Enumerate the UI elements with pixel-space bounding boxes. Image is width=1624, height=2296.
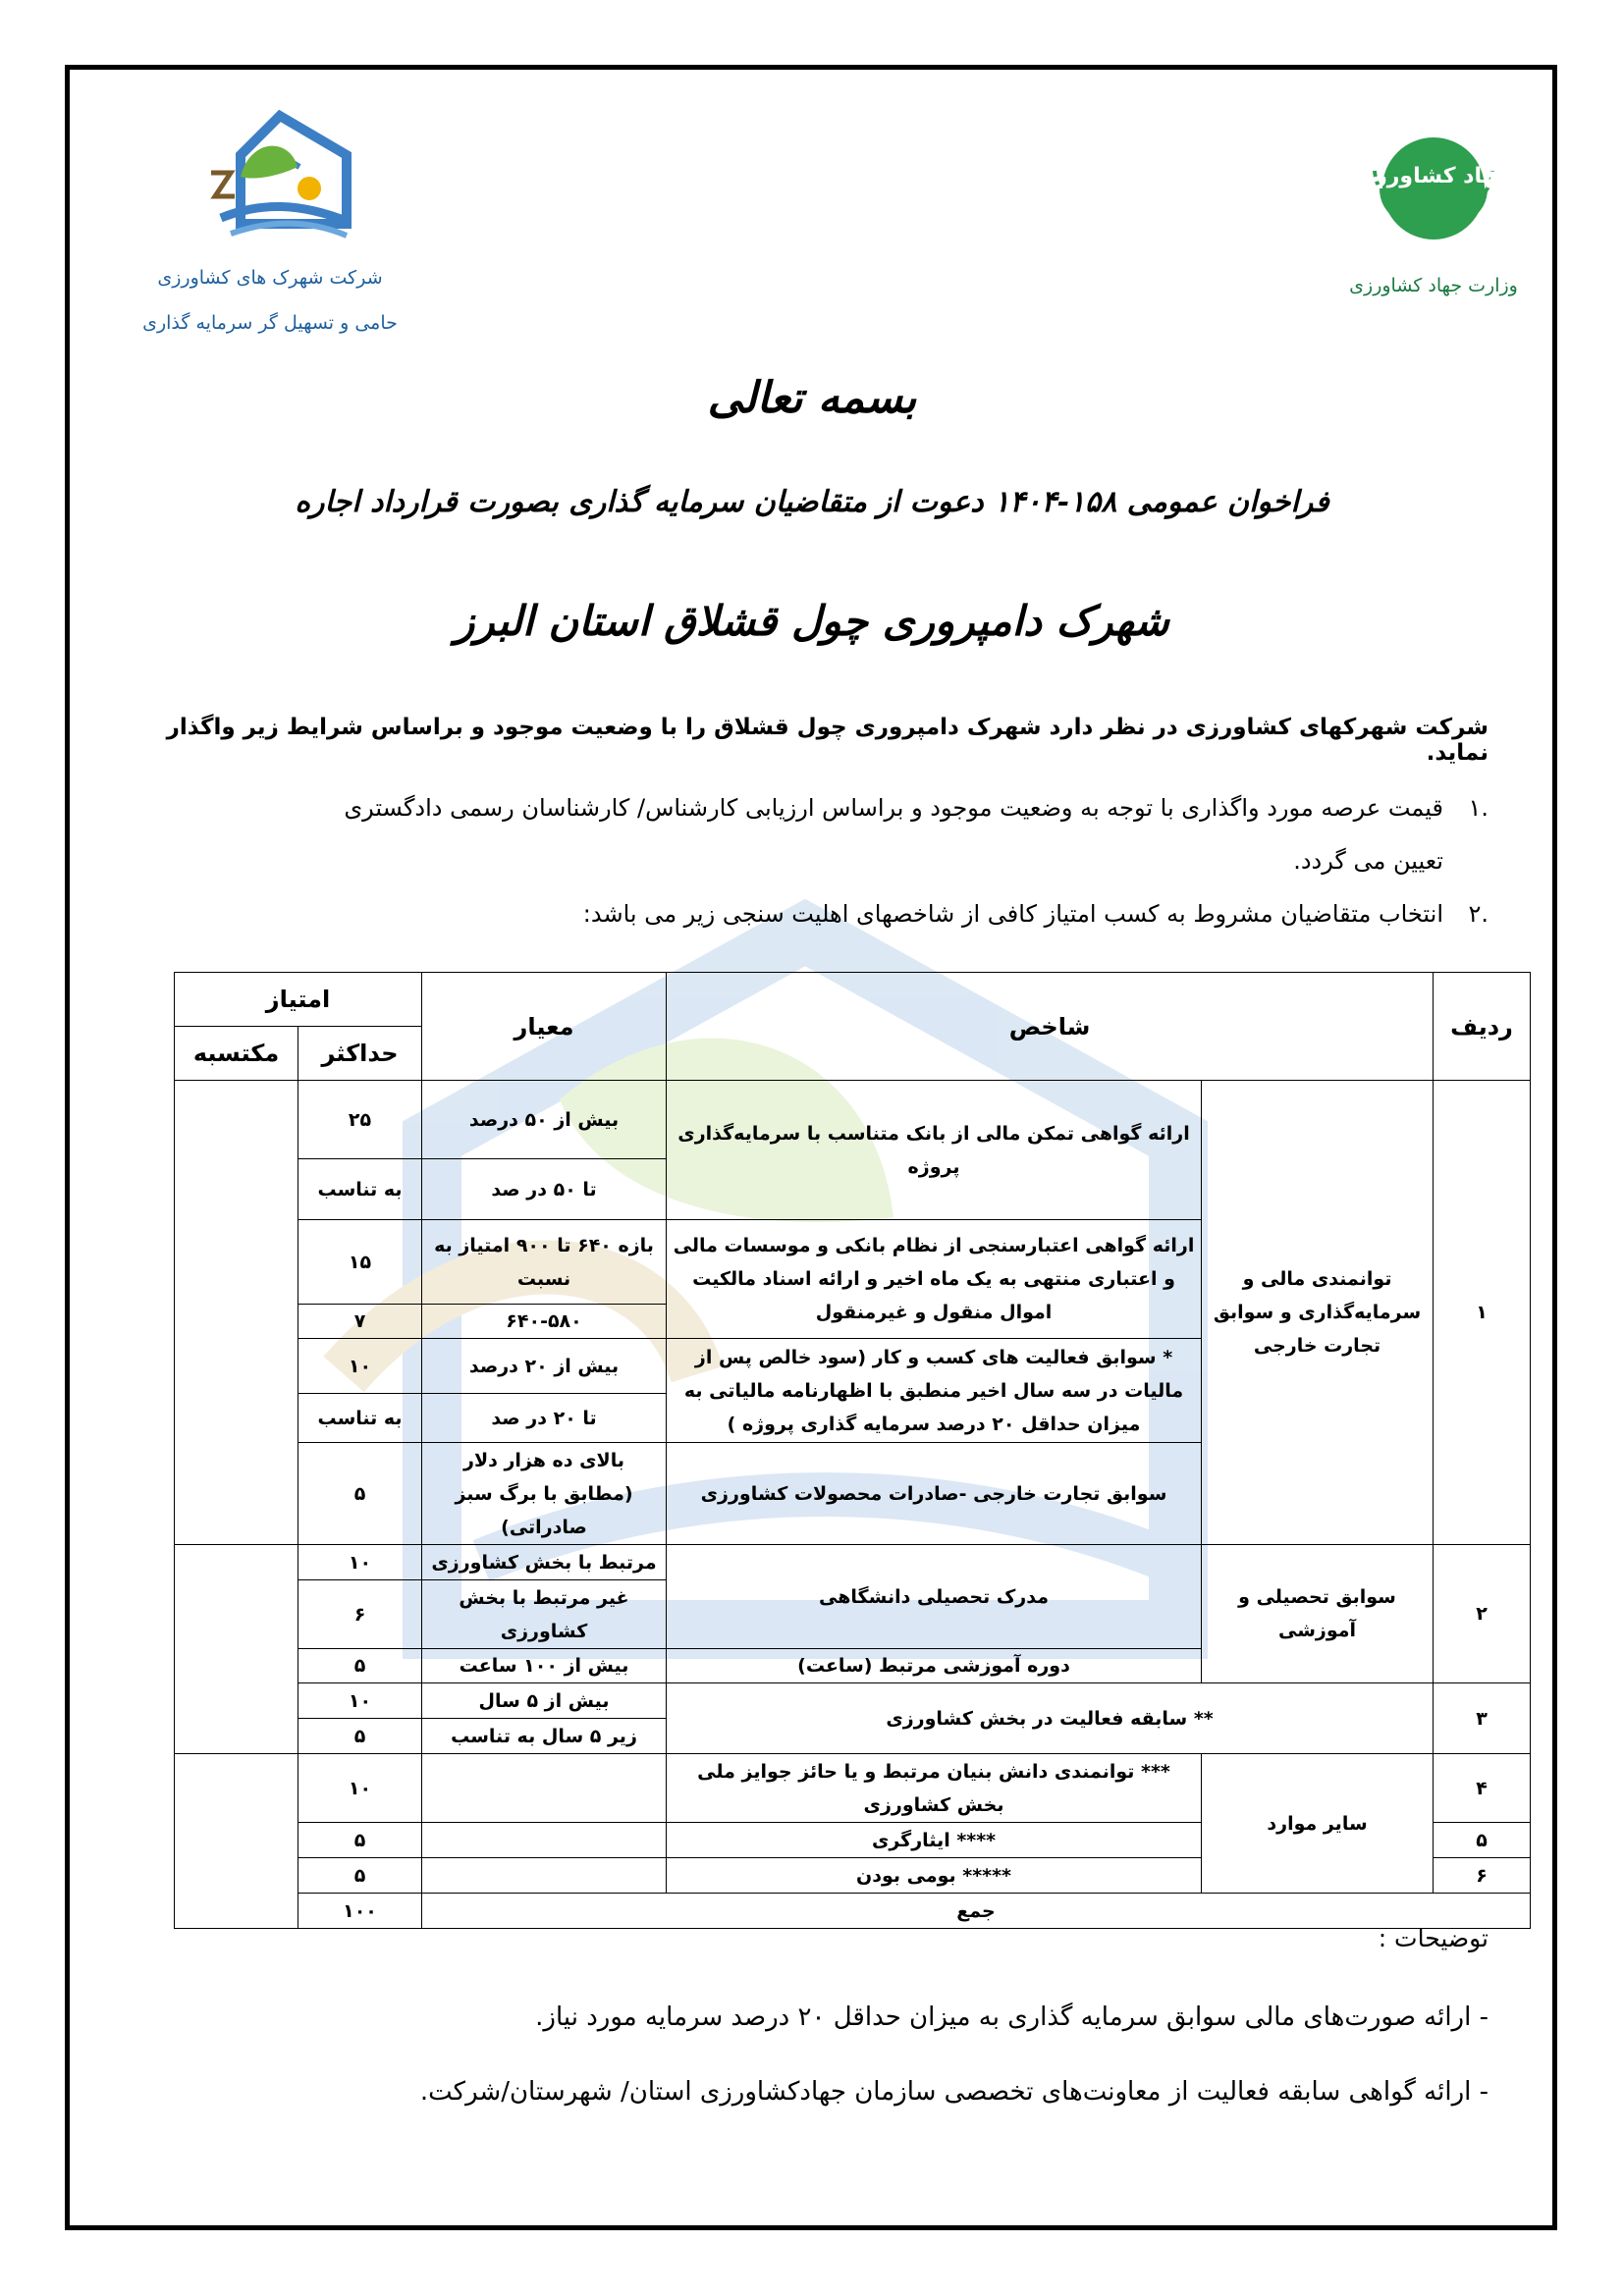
total-max-score: ۱۰۰: [298, 1894, 422, 1929]
table-row: [175, 1683, 1531, 1719]
indicator-cell: سوابق تجارت خارجی -صادرات محصولات کشاورزی: [667, 1443, 1202, 1545]
max-score-cell: ۷: [298, 1305, 422, 1339]
criterion-cell: بالای ده هزار دلار (مطابق با برگ سبز صادراتی): [422, 1443, 667, 1545]
category-cell: سوابق تحصیلی و آموزشی: [1202, 1545, 1434, 1683]
indicator-cell: ** سابقه فعالیت در بخش کشاورزی: [667, 1683, 1434, 1754]
note-item: - ارائه گواهی سابقه فعالیت از معاونت‌های تخصصی سازمان جهادکشاورزی استان/ شهرستان/شرکت.: [419, 2077, 1489, 2107]
indicator-cell: **** ایثارگری: [667, 1823, 1202, 1858]
criterion-cell: بیش از ۱۰۰ ساعت: [422, 1649, 667, 1683]
max-score-cell: ۶: [298, 1580, 422, 1649]
criterion-cell: بازه ۶۴۰ تا ۹۰۰ امتیاز به نسبت: [422, 1220, 667, 1305]
table-row: [175, 1754, 1531, 1823]
intro-paragraph: شرکت شهرکهای کشاورزی در نظر دارد شهرک دامپروری چول قشلاق را با وضعیت موجود و براساس شرایط زیر واگذار نماید.: [166, 715, 1489, 766]
announcement-title: فراخوان عمومی ۱۵۸-۱۴۰۴ دعوت از متقاضیان سرمایه گذاری بصورت قرارداد اجاره: [295, 485, 1329, 519]
criterion-cell: [422, 1823, 667, 1858]
ministry-emblem-icon: [1354, 112, 1513, 259]
indicator-cell: ***** بومی بودن: [667, 1858, 1202, 1894]
indicator-cell: ارائه گواهی تمکن مالی از بانک متناسب با سرمایه‌گذاری پروژه: [667, 1081, 1202, 1220]
table-row: [175, 1081, 1531, 1159]
condition-text: قیمت عرصه مورد واگذاری با توجه به وضعیت موجود و براساس ارزیابی کارشناس/ کارشناسان رسمی دادگستری: [344, 794, 1443, 822]
max-score-cell: ۱۰: [298, 1339, 422, 1394]
max-score-cell: ۱۰: [298, 1545, 422, 1580]
category-cell: توانمندی مالی و سرمایه‌گذاری و سوابق تجارت خارجی: [1202, 1081, 1434, 1545]
max-score-cell: به تناسب: [298, 1394, 422, 1443]
total-label: جمع: [422, 1894, 1531, 1929]
max-score-cell: ۵: [298, 1858, 422, 1894]
criterion-cell: غیر مرتبط با بخش کشاورزی: [422, 1580, 667, 1649]
company-logo: [123, 108, 417, 346]
criterion-cell: بیش از ۵ سال: [422, 1683, 667, 1719]
indicator-cell: ارائه گواهی اعتبارسنجی از نظام بانکی و موسسات مالی و اعتباری منتهی به یک ماه اخیر و ارائه اسناد مالکیت اموال منقول و غیرمنقول: [667, 1220, 1202, 1339]
condition-number: .۲: [1468, 900, 1489, 928]
category-cell: سایر موارد: [1202, 1754, 1434, 1894]
header-max: حداکثر: [298, 1027, 422, 1081]
row-number: ۳: [1434, 1683, 1531, 1754]
table-row: [175, 1545, 1531, 1580]
criterion-cell: مرتبط با بخش کشاورزی: [422, 1545, 667, 1580]
company-caption-line2: حامی و تسهیل گر سرمایه گذاری: [142, 312, 398, 334]
max-score-cell: ۵: [298, 1443, 422, 1545]
criterion-cell: تا ۵۰ در صد: [422, 1159, 667, 1220]
criterion-cell: تا ۲۰ در صد: [422, 1394, 667, 1443]
row-number: ۴: [1434, 1754, 1531, 1823]
indicator-cell: دوره آموزشی مرتبط (ساعت): [667, 1649, 1202, 1683]
max-score-cell: ۵: [298, 1823, 422, 1858]
header-earned: مکتسبه: [175, 1027, 298, 1081]
company-emblem-icon: [182, 108, 358, 245]
earned-score-cell: [175, 1081, 298, 1545]
table-header-row: [175, 973, 1531, 1027]
criterion-cell: بیش از ۲۰ درصد: [422, 1339, 667, 1394]
notes-title: توضیحات :: [1378, 1924, 1489, 1952]
earned-score-cell: [175, 1545, 298, 1754]
indicator-cell: مدرک تحصیلی دانشگاهی: [667, 1545, 1202, 1649]
max-score-cell: ۵: [298, 1719, 422, 1754]
table-total-row: [175, 1894, 1531, 1929]
ministry-logo: [1345, 112, 1522, 296]
ministry-logo-text: جهاد کشاورزی: [1354, 164, 1513, 188]
header-row-number: ردیف: [1434, 973, 1531, 1081]
note-item: - ارائه صورت‌های مالی سوابق سرمایه گذاری به میزان حداقل ۲۰ درصد سرمایه مورد نیاز.: [535, 2002, 1489, 2032]
condition-1: [114, 781, 1489, 887]
condition-text: انتخاب متقاضیان مشروط به کسب امتیاز کافی از شاخصهای اهلیت سنجی زیر می باشد:: [582, 900, 1443, 928]
condition-text-continued: تعیین می گردد.: [1293, 847, 1443, 875]
criterion-cell: زیر ۵ سال به تناسب: [422, 1719, 667, 1754]
company-caption-line1: شرکت شهرک های کشاورزی: [157, 267, 383, 289]
max-score-cell: ۲۵: [298, 1081, 422, 1159]
indicator-cell: * سوابق فعالیت های کسب و کار (سود خالص پس از مالیات در سه سال اخیر منطبق با اظهارنامه مالیاتی به میزان حداقل ۲۰ درصد سرمایه گذاری پروژه ): [667, 1339, 1202, 1443]
header-criterion: معیار: [422, 973, 667, 1081]
criterion-cell: ۶۴۰-۵۸۰: [422, 1305, 667, 1339]
criterion-cell: [422, 1754, 667, 1823]
eligibility-score-table: [174, 972, 1531, 1929]
earned-score-cell: [175, 1754, 298, 1929]
header-indicator: شاخص: [667, 973, 1434, 1081]
max-score-cell: ۱۵: [298, 1220, 422, 1305]
header-score: امتیاز: [175, 973, 422, 1027]
condition-2: [114, 887, 1489, 940]
max-score-cell: ۱۰: [298, 1683, 422, 1719]
max-score-cell: ۱۰: [298, 1754, 422, 1823]
row-number: ۱: [1434, 1081, 1531, 1545]
max-score-cell: به تناسب: [298, 1159, 422, 1220]
row-number: ۵: [1434, 1823, 1531, 1858]
criterion-cell: [422, 1858, 667, 1894]
condition-number: .۱: [1468, 794, 1489, 822]
bismillah-heading: بسمه تعالی: [707, 373, 917, 423]
criterion-cell: بیش از ۵۰ درصد: [422, 1081, 667, 1159]
announcement-subtitle: شهرک دامپروری چول قشلاق استان البرز: [455, 597, 1169, 645]
max-score-cell: ۵: [298, 1649, 422, 1683]
ministry-caption: وزارت جهاد کشاورزی: [1349, 275, 1518, 296]
row-number: ۶: [1434, 1858, 1531, 1894]
indicator-cell: *** توانمندی دانش بنیان مرتبط و یا حائز جوایز ملی بخش کشاورزی: [667, 1754, 1202, 1823]
row-number: ۲: [1434, 1545, 1531, 1683]
